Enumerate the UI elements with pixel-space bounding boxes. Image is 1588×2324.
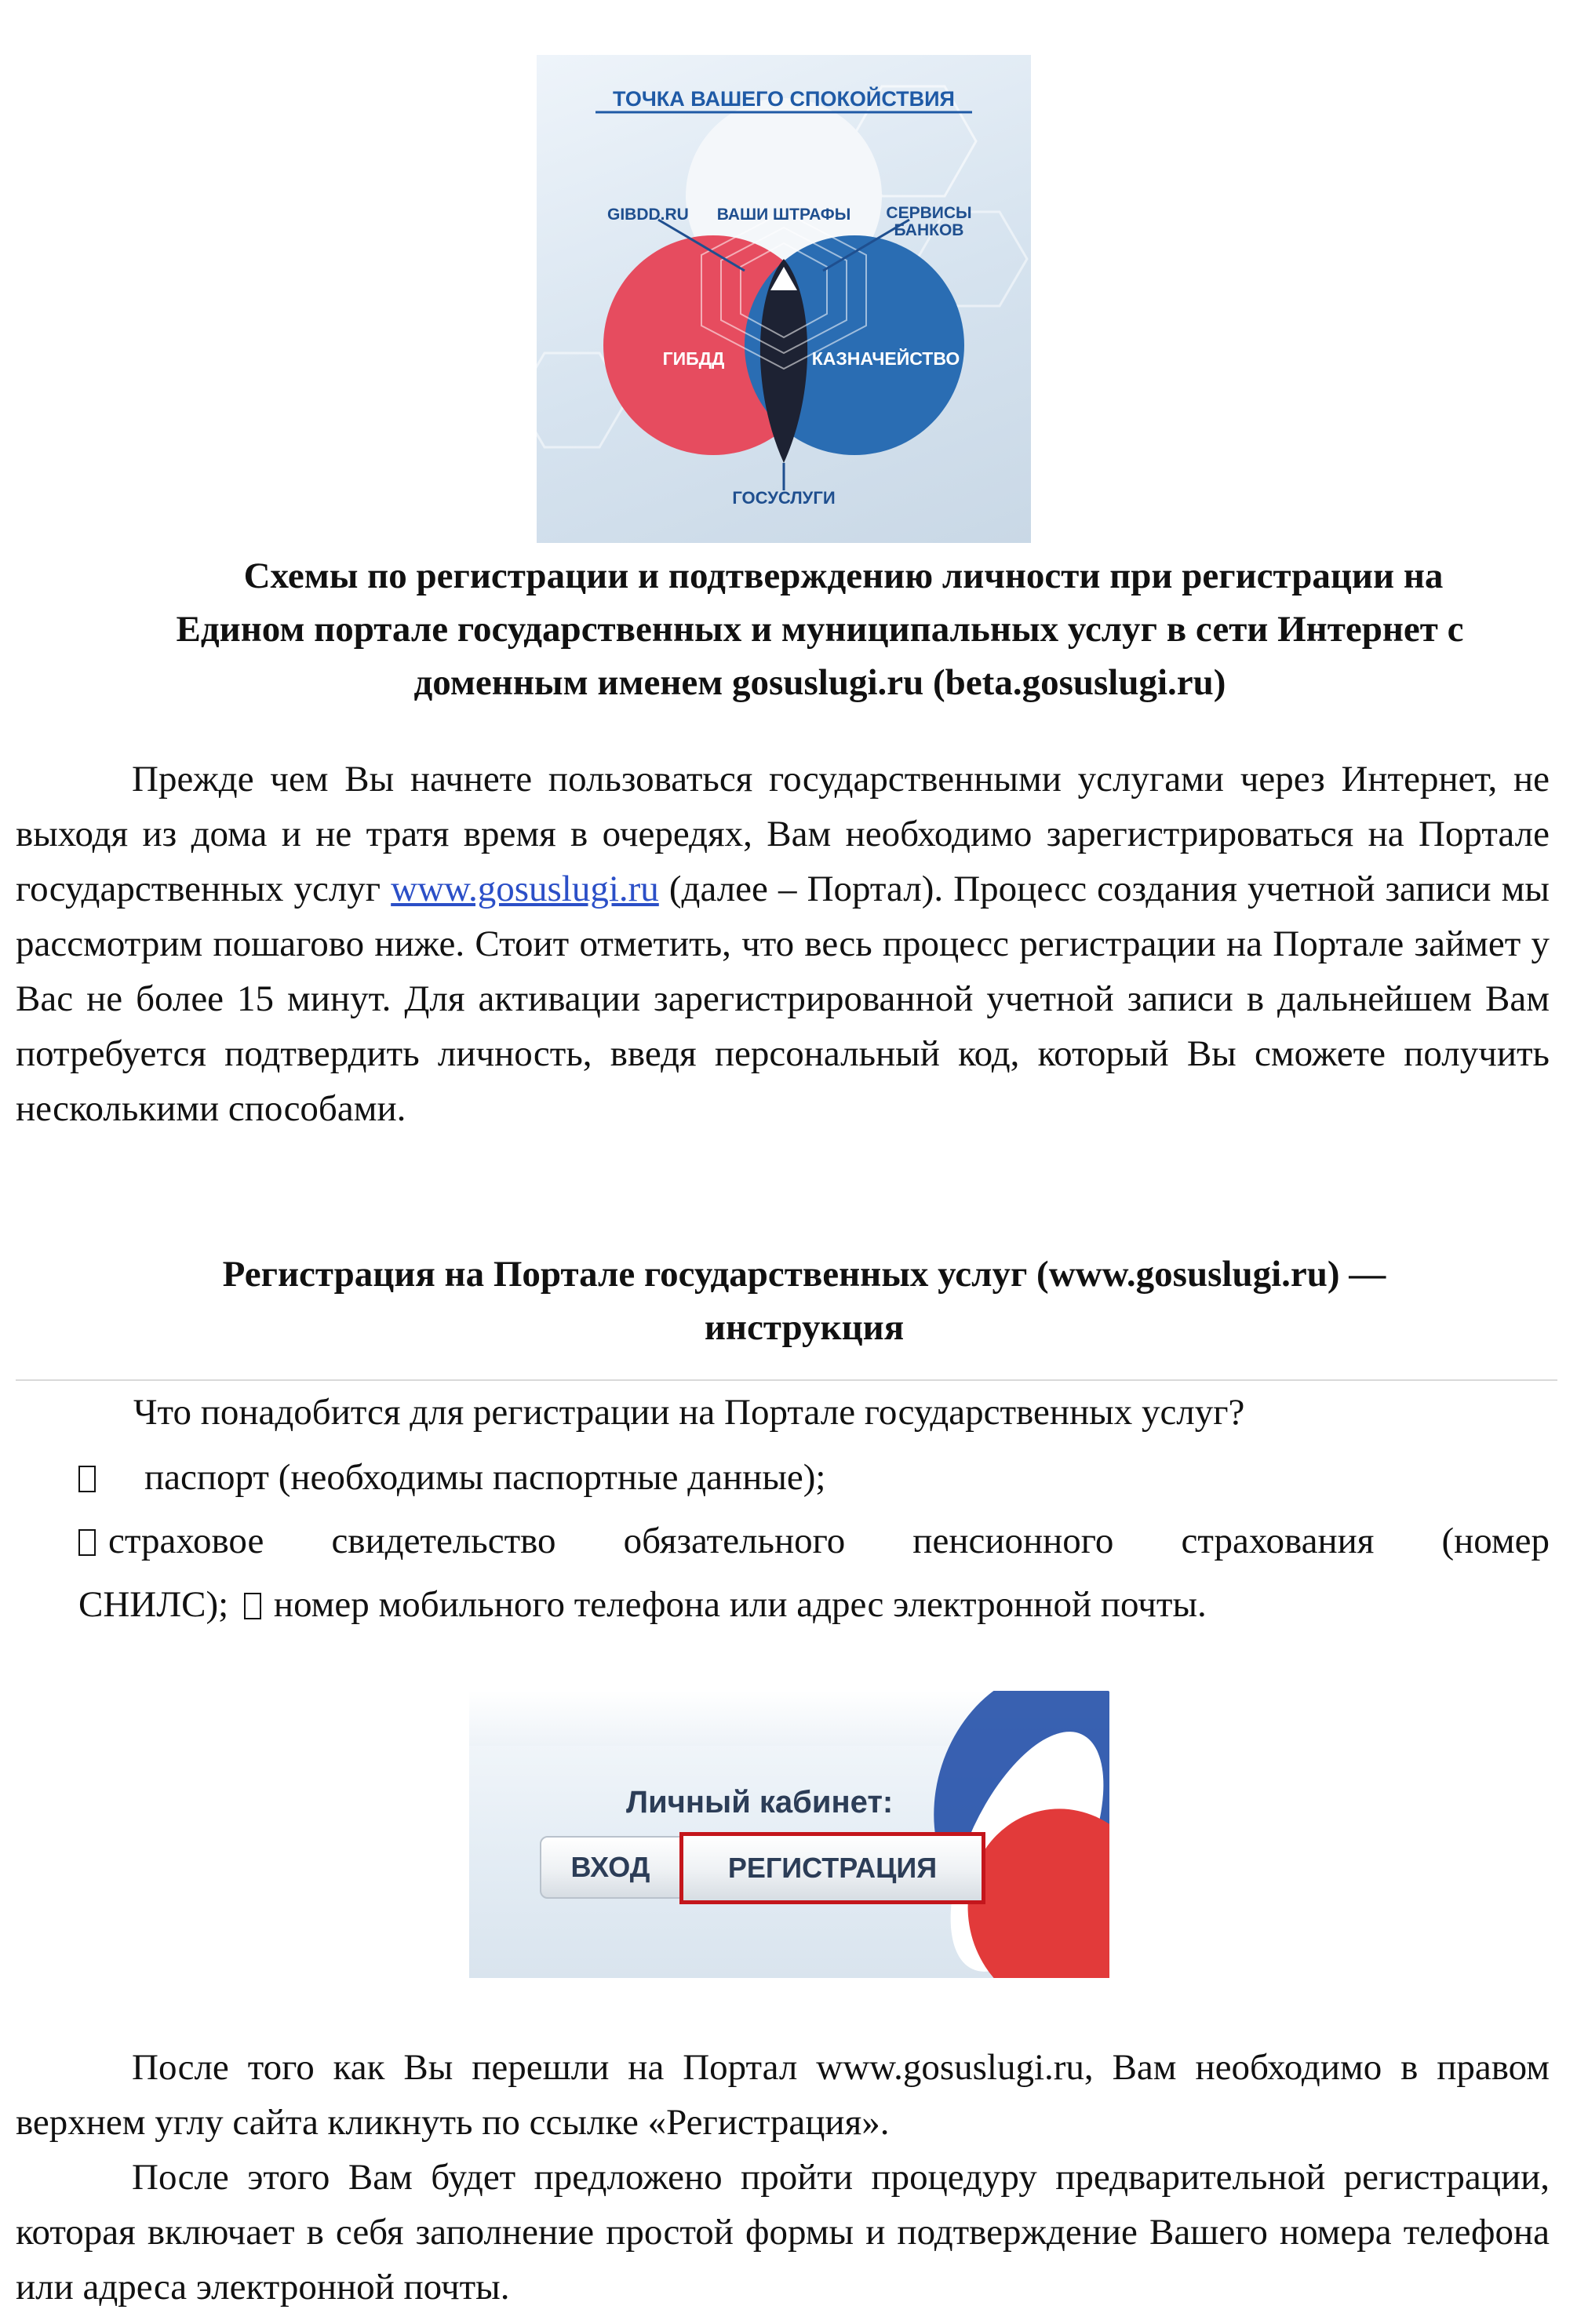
label-gibdd: ГИБДД [662,348,725,369]
intro-paragraph [16,752,1550,1136]
requirement-contact-text: номер мобильного телефона или адрес электронной почты. [273,1584,1207,1625]
login-button[interactable]: ВХОД [540,1836,681,1899]
document-title [63,549,1577,709]
label-gosuslugi: ГОСУСЛУГИ [732,488,836,508]
requirement-passport-text: паспорт (необходимы паспортные данные); [144,1457,826,1498]
requirement-item-snils [78,1517,1550,1565]
bullet-icon [78,1466,96,1492]
requirements-question: Что понадобится для регистрации на Портале государственных услуг? [133,1392,1245,1433]
step-2-text: После этого Вам будет предложено пройти процедуру предварительной регистрации, которая включает в себя заполнение простой формы и подтверждение Вашего номера телефона или адреса электронной почты. [16,2157,1550,2308]
label-treasury: КАЗНАЧЕЙСТВО [811,348,960,369]
requirement-item-passport [78,1454,826,1501]
step-1-text: После того как Вы перешли на Портал www.gosuslugi.ru, Вам необходимо в правом верхнем углу сайта кликнуть по ссылке «Регистрация». [16,2047,1550,2143]
illustration-heading: ТОЧКА ВАШЕГО СПОКОЙСТВИЯ [613,87,955,111]
title-line-1: Схемы по регистрации и подтверждению личности при регистрации на [243,556,1444,596]
cabinet-screenshot [469,1691,1109,1978]
cabinet-label: Личный кабинет: [626,1785,894,1819]
intro-text-start: Прежде чем Вы начнете пользоваться государственными услугами через Интернет, не выходя из дома и не тратя время в очередях, Вам необходимо зарегистрироваться на Портале государственных услуг [16,759,1550,909]
requirement-snils-text: страховое свидетельство обязательного пенсионного страхования (номер [108,1521,1550,1561]
divider [16,1379,1557,1381]
gosuslugi-link[interactable]: www.gosuslugi.ru [391,869,659,909]
step-paragraph-2 [16,2150,1550,2315]
bullet-icon [244,1593,261,1619]
intro-text-end: (далее – Портал). Процесс создания учетной записи мы рассмотрим пошагово ниже. Стоит отметить, что весь процесс регистрации на Портале займет у Вас не более 15 минут. Для активации зарегистрированной учетной записи в дальнейшем Вам потребуется подтвердить личность, введя персональный код, который Вы сможете получить несколькими способами. [16,869,1550,1129]
label-banks-1: СЕРВИСЫ [886,204,972,222]
register-button[interactable]: РЕГИСТРАЦИЯ [679,1832,985,1904]
instruction-heading-line-1: Регистрация на Портале государственных услуг (www.gosuslugi.ru) — [222,1254,1386,1295]
instruction-heading [47,1248,1561,1354]
title-line-3: доменным именем gosuslugi.ru (beta.gosuslugi.ru) [413,662,1226,703]
bullet-icon [78,1529,96,1556]
label-gibdd-ru: GIBDD.RU [607,206,689,224]
step-paragraph-1 [16,2040,1550,2150]
title-line-2: Едином портале государственных и муниципальных услуг в сети Интернет с [176,609,1464,650]
requirement-snils-end: СНИЛС); [78,1584,229,1625]
venn-diagram [537,55,1031,543]
label-banks-2: БАНКОВ [894,221,964,239]
instruction-heading-line-2: инструкция [704,1307,905,1348]
venn-illustration [537,55,1031,543]
label-fines: ВАШИ ШТРАФЫ [716,206,851,224]
requirement-item-contact [78,1581,1207,1628]
